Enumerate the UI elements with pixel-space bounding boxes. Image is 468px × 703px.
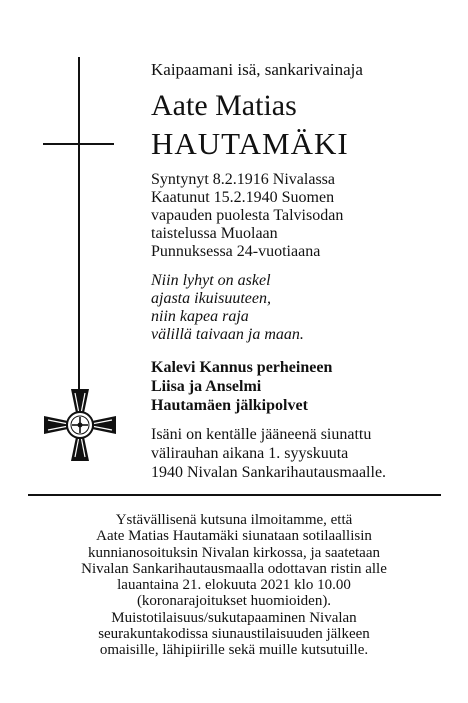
burial-note <box>151 425 386 482</box>
invitation-line: (koronarajoitukset huomioiden). <box>136 593 332 610</box>
burial-line: Isäni on kentälle jääneenä siunattu <box>151 426 372 443</box>
section-divider <box>28 494 441 496</box>
bio-line: Syntynyt 8.2.1916 Nivalassa <box>151 171 335 188</box>
mourner-line: Kalevi Kannus perheineen <box>151 359 333 376</box>
mourners-list <box>151 358 332 415</box>
cross-vertical-beam <box>78 57 80 397</box>
invitation-line: Aate Matias Hautamäki siunataan sotilaallisin <box>96 528 372 545</box>
bio-line: vapauden puolesta Talvisodan <box>151 207 344 224</box>
bio-line: taistelussa Muolaan <box>151 225 278 242</box>
poem-line: niin kapea raja <box>151 308 249 325</box>
memorial-poem <box>151 272 304 344</box>
burial-line: 1940 Nivalan Sankarihautausmaalle. <box>151 464 387 481</box>
invitation-line: seurakuntakodissa siunaustilaisuuden jälkeen <box>98 626 370 643</box>
bio-line: Punnuksessa 24-vuotiaana <box>151 243 321 260</box>
deceased-first-names: Aate Matias <box>151 89 297 122</box>
invitation-line: lauantaina 21. elokuuta 2021 klo 10.00 <box>117 577 351 594</box>
biography-block <box>151 171 343 261</box>
deceased-surname: HAUTAMÄKI <box>151 126 349 161</box>
invitation-line: Muistotilaisuus/sukutapaaminen Nivalan <box>111 609 357 626</box>
burial-line: välirauhan aikana 1. syyskuuta <box>151 445 349 462</box>
invitation-line: omaisille, lähipiirille sekä muille kutsutuille. <box>99 642 369 659</box>
mourner-line: Liisa ja Anselmi <box>151 378 262 395</box>
poem-line: ajasta ikuisuuteen, <box>151 290 271 307</box>
poem-line: Niin lyhyt on askel <box>151 272 271 289</box>
invitation-line: kunnianosoituksin Nivalan kirkossa, ja saatetaan <box>87 544 381 561</box>
intro-text: Kaipaamani isä, sankarivainaja <box>151 60 363 79</box>
bio-line: Kaatunut 15.2.1940 Suomen <box>151 189 335 206</box>
funeral-invitation <box>0 512 468 659</box>
cross-horizontal-beam <box>43 143 114 145</box>
invitation-line: Nivalan Sankarihautausmaalla odottavan ristin alle <box>81 560 387 577</box>
invitation-line: Ystävällisenä kutsuna ilmoitamme, että <box>115 512 353 528</box>
poem-line: välillä taivaan ja maan. <box>151 326 304 343</box>
mourner-line: Hautamäen jälkipolvet <box>151 397 308 414</box>
cross-of-liberty-emblem-icon <box>40 385 120 465</box>
